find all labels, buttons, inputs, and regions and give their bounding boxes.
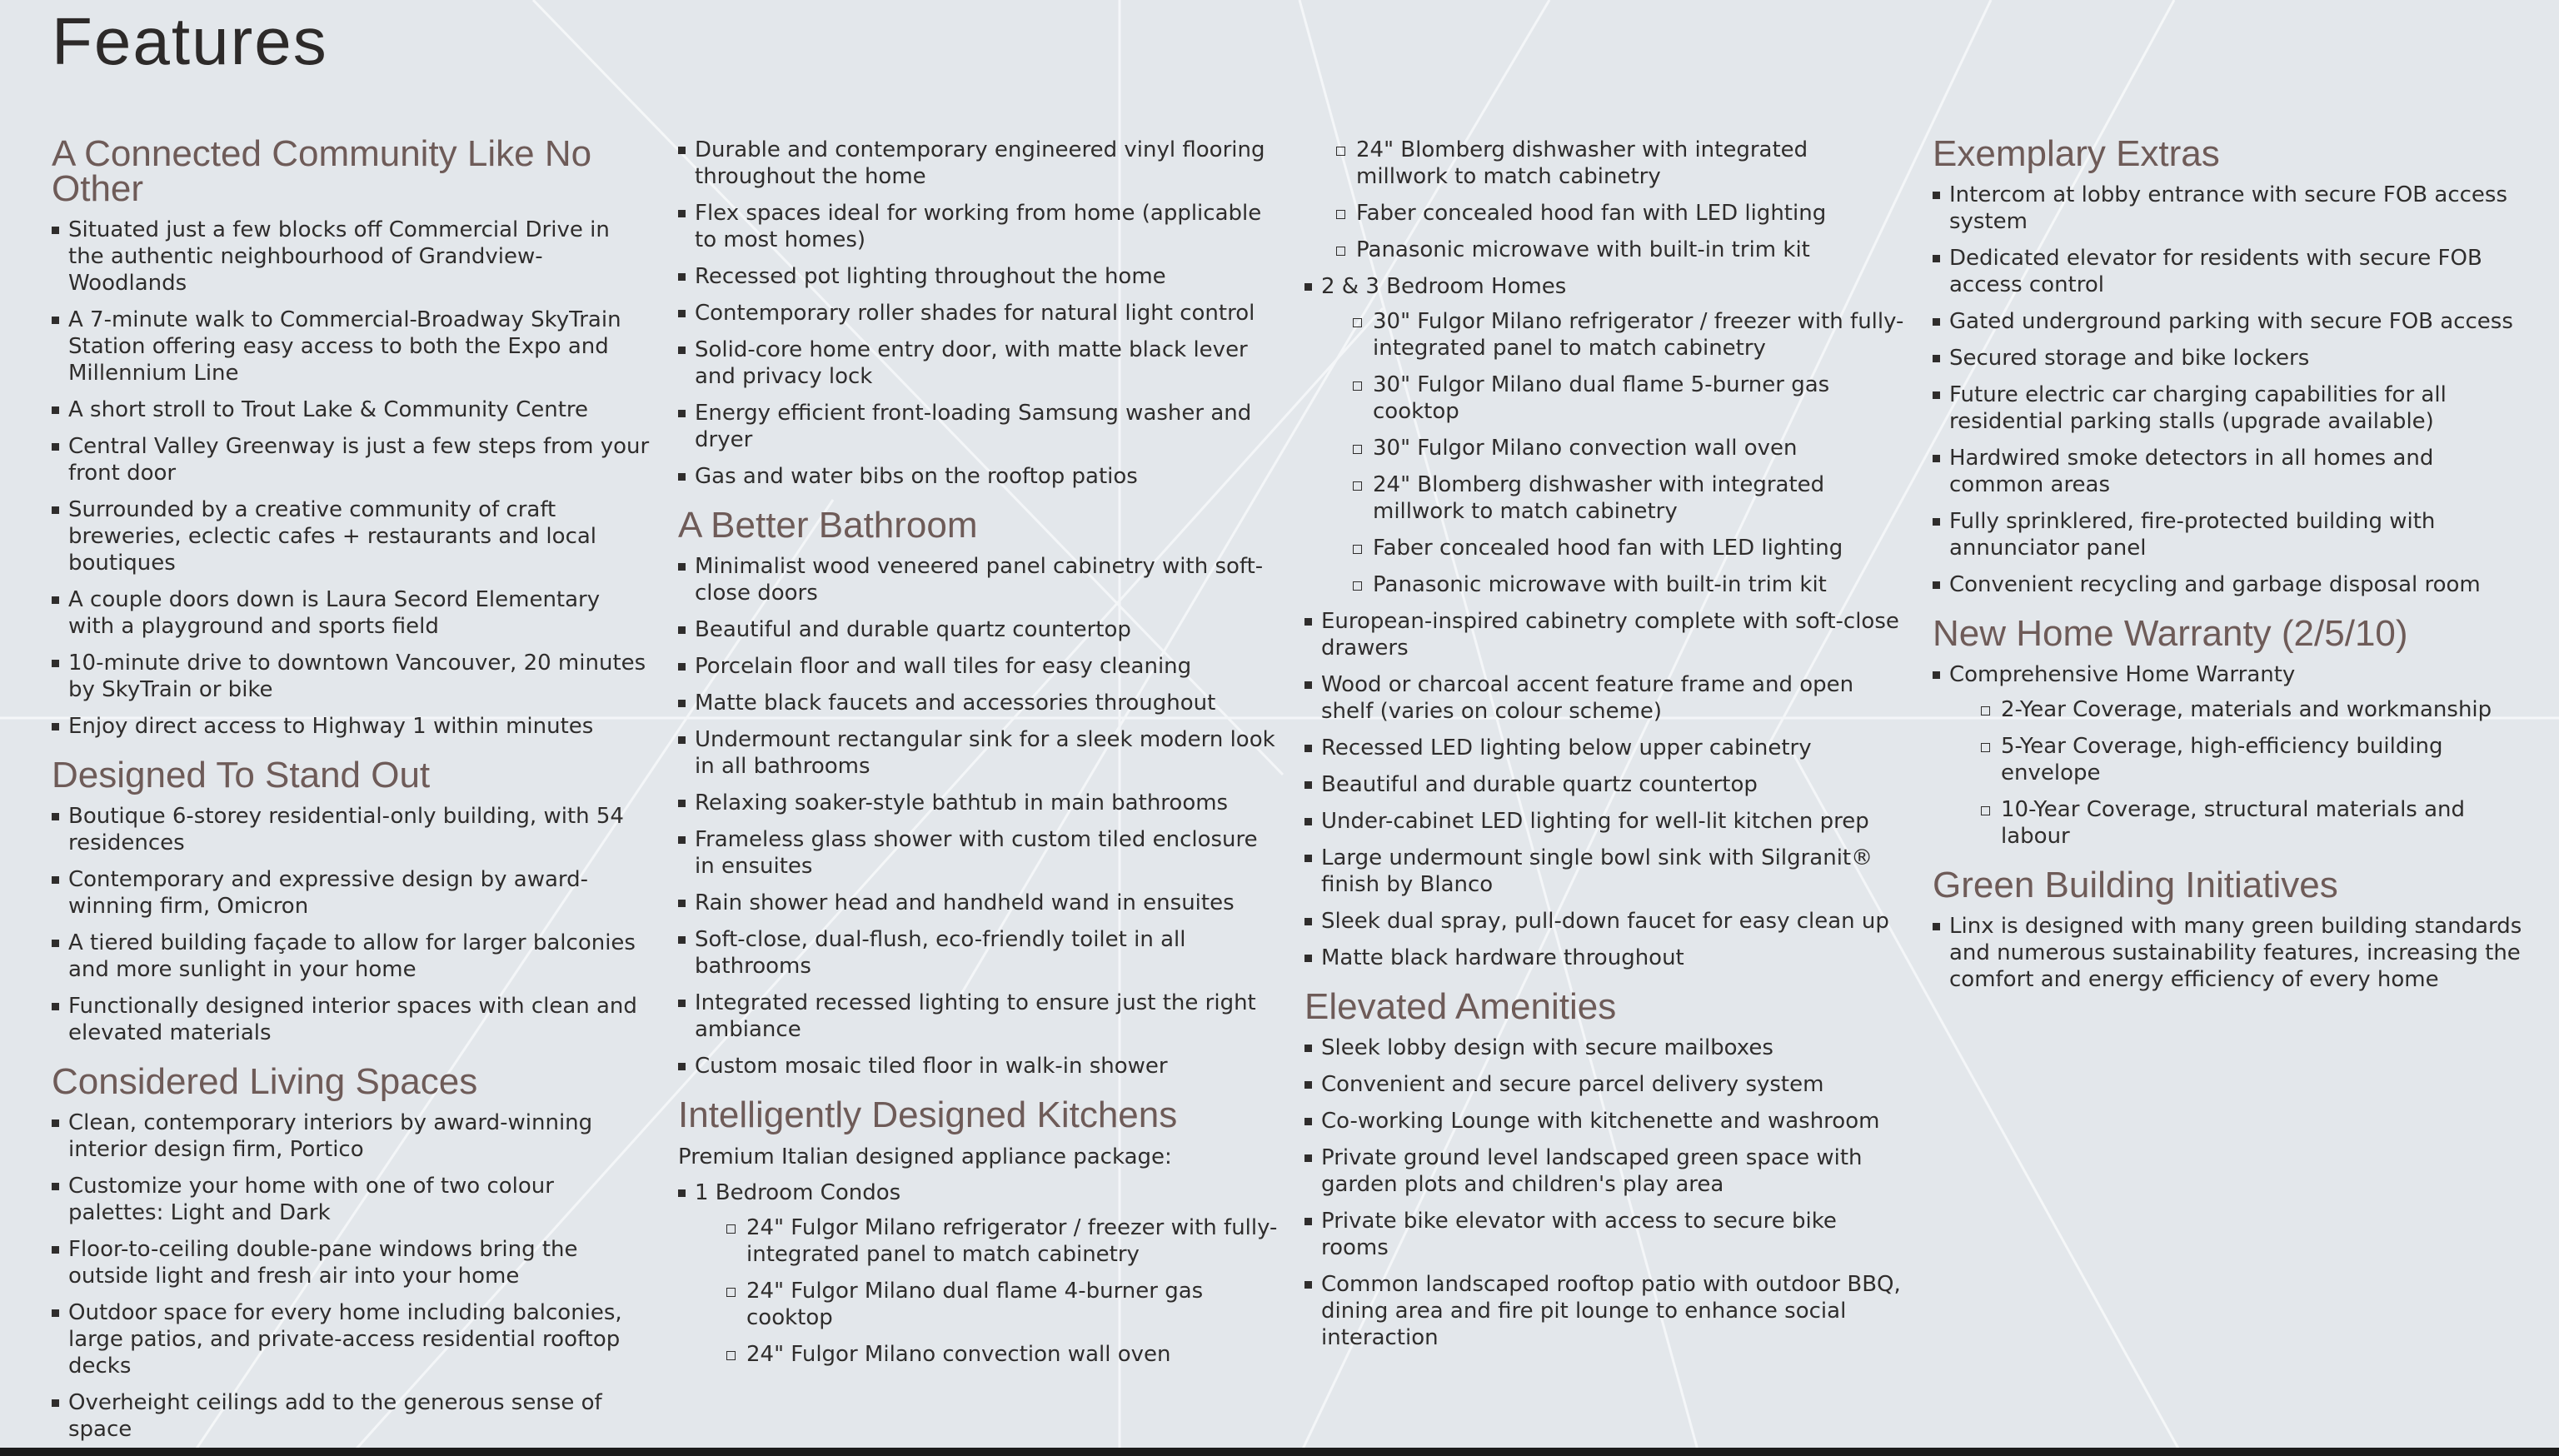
list-item (52, 866, 651, 920)
sub-item: Faber concealed hood fan with LED lighting (1353, 535, 1904, 561)
feature-list (52, 1109, 651, 1443)
feature-list (1304, 1035, 1904, 1351)
column-2 (678, 137, 1278, 1386)
sub-item: 24" Fulgor Milano dual flame 4-burner gas cooktop (726, 1278, 1278, 1331)
considered-living-spaces-section (52, 1061, 651, 1443)
list-item-text: A couple doors down is Laura Secord Elementary with a playground and sports field (68, 587, 601, 639)
column-3 (1304, 137, 1904, 1369)
sublist (1981, 696, 2532, 850)
list-item-text: Gas and water bibs on the rooftop patios (695, 464, 1138, 489)
list-item (52, 1109, 651, 1163)
list-item (52, 307, 651, 386)
column-1 (52, 133, 651, 1456)
list-item-text: Porcelain floor and wall tiles for easy cleaning (695, 654, 1192, 679)
list-item-text: Private bike elevator with access to secure bike rooms (1321, 1209, 1837, 1260)
list-item (1304, 1144, 1904, 1198)
section-heading: New Home Warranty (2/5/10) (1933, 613, 2408, 654)
list-item (52, 433, 651, 486)
sub-item: Panasonic microwave with built-in trim kit (1336, 237, 1904, 263)
list-item (1933, 245, 2532, 298)
continued-section (1304, 137, 1904, 971)
section-heading: Green Building Initiatives (1933, 865, 2338, 905)
list-item-text: Intercom at lobby entrance with secure FOB access system (1949, 182, 2508, 234)
a-better-bathroom-section (678, 505, 1278, 1080)
list-item-text: Custom mosaic tiled floor in walk-in shower (695, 1054, 1168, 1079)
sub-item: 30" Fulgor Milano convection wall oven (1353, 435, 1904, 461)
feature-list (1933, 913, 2532, 993)
list-item (1933, 381, 2532, 435)
list-item (1304, 1035, 1904, 1061)
list-item (678, 790, 1278, 816)
list-item-text: A 7-minute walk to Commercial-Broadway SkyTrain Station offering easy access to both the Expo and Millennium Line (68, 307, 621, 386)
list-item-text: Convenient recycling and garbage disposal room (1949, 572, 2481, 597)
list-item-text: Large undermount single bowl sink with Silgranit® finish by Blanco (1321, 845, 1873, 897)
list-item (1304, 1108, 1904, 1134)
list-item (52, 993, 651, 1046)
list-item-text: Wood or charcoal accent feature frame and open shelf (varies on colour scheme) (1321, 672, 1854, 724)
list-item-text: Private ground level landscaped green space with garden plots and children's play area (1321, 1145, 1863, 1197)
section-intro: Premium Italian designed appliance package: (678, 1144, 1172, 1169)
list-item-text: Integrated recessed lighting to ensure just the right ambiance (695, 990, 1256, 1042)
list-item-text: Sleek dual spray, pull-down faucet for easy clean up (1321, 909, 1889, 934)
list-item-text: 10-minute drive to downtown Vancouver, 20 minutes by SkyTrain or bike (68, 651, 646, 702)
list-item (1933, 571, 2532, 598)
sub-item: 24" Blomberg dishwasher with integrated millwork to match cabinetry (1353, 471, 1904, 525)
list-item-text: Customize your home with one of two colour palettes: Light and Dark (68, 1174, 554, 1225)
feature-list (1304, 273, 1904, 971)
list-item (678, 826, 1278, 880)
list-item-text: Linx is designed with many green building standards and numerous sustainability features, increasing the comfort and energy efficiency of every home (1949, 914, 2522, 992)
list-item-text: Energy efficient front-loading Samsung washer and dryer (695, 401, 1252, 452)
designed-to-stand-out-section (52, 755, 651, 1046)
sub-item: 24" Blomberg dishwasher with integrated millwork to match cabinetry (1336, 137, 1904, 190)
section-heading: Designed To Stand Out (52, 755, 431, 795)
list-item-text: Floor-to-ceiling double-pane windows bring the outside light and fresh air into your home (68, 1237, 578, 1289)
list-item-text: 2 & 3 Bedroom Homes (1321, 274, 1567, 299)
sublist (1353, 308, 1904, 598)
continued-section (678, 137, 1278, 490)
list-item (1304, 1071, 1904, 1098)
a-connected-community-like-no-other-section (52, 133, 651, 740)
list-item-text: Gated underground parking with secure FOB access (1949, 309, 2513, 334)
list-item (678, 616, 1278, 643)
list-item (1304, 1271, 1904, 1351)
list-item (1304, 808, 1904, 835)
section-heading: Exemplary Extras (1933, 133, 2220, 174)
list-item (1304, 908, 1904, 935)
exemplary-extras-section (1933, 133, 2532, 598)
list-item (1933, 913, 2532, 993)
sub-item: Faber concealed hood fan with LED lighting (1336, 200, 1904, 227)
list-item (678, 926, 1278, 980)
column-4 (1933, 133, 2532, 1011)
feature-list (678, 137, 1278, 490)
list-item (52, 1236, 651, 1289)
list-item-text: A short stroll to Trout Lake & Community Centre (68, 397, 589, 422)
bottom-bar (0, 1448, 2559, 1456)
section-heading: A Better Bathroom (678, 505, 978, 546)
list-item-text: Convenient and secure parcel delivery system (1321, 1072, 1824, 1097)
list-item (52, 650, 651, 703)
list-item-text: Surrounded by a creative community of craft breweries, eclectic cafes + restaurants and local boutiques (68, 497, 597, 576)
list-item (52, 930, 651, 983)
feature-list (1933, 182, 2532, 598)
sub-item: 30" Fulgor Milano dual flame 5-burner gas cooktop (1353, 371, 1904, 425)
list-item (1933, 445, 2532, 498)
list-item-text: Comprehensive Home Warranty (1949, 662, 2296, 687)
list-item-text: Matte black hardware throughout (1321, 945, 1684, 970)
list-item (1933, 308, 2532, 335)
sublist (726, 1214, 1278, 1368)
sub-item: 2-Year Coverage, materials and workmanship (1981, 696, 2532, 723)
list-item (678, 137, 1278, 190)
list-item (52, 586, 651, 640)
green-building-initiatives-section (1933, 865, 2532, 993)
list-item-text: Rain shower head and handheld wand in ensuites (695, 890, 1235, 915)
list-item (52, 1299, 651, 1379)
list-item (678, 726, 1278, 780)
sub-item: 10-Year Coverage, structural materials and labour (1981, 796, 2532, 850)
list-item-text: Recessed pot lighting throughout the home (695, 264, 1166, 289)
section-heading: Intelligently Designed Kitchens (678, 1094, 1178, 1135)
list-item-text: Sleek lobby design with secure mailboxes (1321, 1035, 1773, 1060)
section-heading: Considered Living Spaces (52, 1061, 478, 1102)
list-item-text: Durable and contemporary engineered vinyl flooring throughout the home (695, 137, 1265, 189)
list-item-text: Contemporary and expressive design by award-winning firm, Omicron (68, 867, 589, 919)
list-item (52, 1173, 651, 1226)
list-item-text: Relaxing soaker-style bathtub in main bathrooms (695, 790, 1229, 815)
list-item-text: Under-cabinet LED lighting for well-lit kitchen prep (1321, 809, 1869, 834)
list-item-text: Co-working Lounge with kitchenette and washroom (1321, 1109, 1880, 1134)
list-item-text: Boutique 6-storey residential-only building, with 54 residences (68, 804, 624, 855)
feature-list (52, 217, 651, 740)
list-item-text: Common landscaped rooftop patio with outdoor BBQ, dining area and fire pit lounge to enhance social interaction (1321, 1272, 1901, 1350)
list-item (1304, 1208, 1904, 1261)
sub-item: 30" Fulgor Milano refrigerator / freezer with fully-integrated panel to match cabinetry (1353, 308, 1904, 362)
list-item-text: Soft-close, dual-flush, eco-friendly toilet in all bathrooms (695, 927, 1186, 979)
list-item (1304, 273, 1904, 598)
list-item-text: Secured storage and bike lockers (1949, 346, 2310, 371)
list-item-text: Outdoor space for every home including balconies, large patios, and private-access residential rooftop decks (68, 1300, 622, 1379)
list-item (1304, 845, 1904, 898)
list-item-text: Fully sprinklered, fire-protected building with annunciator panel (1949, 509, 2436, 561)
page-title: Features (52, 4, 328, 78)
list-item (52, 803, 651, 856)
list-item-text: Functionally designed interior spaces with clean and elevated materials (68, 994, 637, 1045)
list-item (678, 300, 1278, 327)
feature-list (678, 553, 1278, 1080)
list-item (678, 990, 1278, 1043)
list-item (52, 496, 651, 576)
list-item (1304, 671, 1904, 725)
list-item (678, 400, 1278, 453)
section-heading: A Connected Community Like No Other (52, 133, 592, 209)
list-item (52, 217, 651, 297)
continued-sublist (1336, 137, 1904, 263)
sub-item: Panasonic microwave with built-in trim kit (1353, 571, 1904, 598)
list-item-text: 1 Bedroom Condos (695, 1180, 901, 1205)
list-item (1933, 345, 2532, 371)
feature-list (52, 803, 651, 1046)
list-item (1304, 771, 1904, 798)
list-item-text: Clean, contemporary interiors by award-winning interior design firm, Portico (68, 1110, 593, 1162)
list-item-text: Flex spaces ideal for working from home (applicable to most homes) (695, 201, 1262, 252)
list-item-text: Future electric car charging capabilities for all residential parking stalls (upgrade available) (1949, 382, 2447, 434)
list-item (1933, 508, 2532, 561)
list-item (678, 1179, 1278, 1368)
section-heading: Elevated Amenities (1304, 986, 1617, 1027)
list-item-text: Frameless glass shower with custom tiled enclosure in ensuites (695, 827, 1258, 879)
list-item (52, 1389, 651, 1443)
list-item-text: Matte black faucets and accessories throughout (695, 691, 1216, 716)
list-item-text: Solid-core home entry door, with matte black lever and privacy lock (695, 337, 1248, 389)
list-item (1304, 735, 1904, 761)
list-item (678, 890, 1278, 916)
list-item (678, 690, 1278, 716)
sub-item: 5-Year Coverage, high-efficiency building envelope (1981, 733, 2532, 786)
list-item-text: European-inspired cabinetry complete with soft-close drawers (1321, 609, 1899, 661)
list-item (678, 200, 1278, 253)
list-item-text: Situated just a few blocks off Commercial Drive in the authentic neighbourhood of Grandview-Woodlands (68, 217, 610, 296)
new-home-warranty-2-5-10-section (1933, 613, 2532, 850)
list-item-text: Minimalist wood veneered panel cabinetry with soft-close doors (695, 554, 1264, 606)
feature-list (678, 1179, 1278, 1368)
list-item (678, 653, 1278, 680)
sub-item: 24" Fulgor Milano refrigerator / freezer with fully-integrated panel to match cabinetry (726, 1214, 1278, 1268)
elevated-amenities-section (1304, 986, 1904, 1351)
list-item-text: Overheight ceilings add to the generous sense of space (68, 1390, 602, 1442)
list-item-text: Hardwired smoke detectors in all homes and common areas (1949, 446, 2434, 497)
list-item-text: Dedicated elevator for residents with secure FOB access control (1949, 246, 2482, 297)
list-item (1304, 945, 1904, 971)
list-item-text: A tiered building façade to allow for larger balconies and more sunlight in your home (68, 930, 636, 982)
list-item (52, 396, 651, 423)
list-item-text: Central Valley Greenway is just a few steps from your front door (68, 434, 650, 486)
list-item (678, 337, 1278, 390)
list-item (1933, 182, 2532, 235)
list-item (678, 1053, 1278, 1080)
list-item-text: Recessed LED lighting below upper cabinetry (1321, 735, 1812, 760)
list-item-text: Enjoy direct access to Highway 1 within minutes (68, 714, 594, 739)
list-item (1933, 661, 2532, 850)
list-item-text: Contemporary roller shades for natural light control (695, 301, 1255, 326)
list-item-text: Undermount rectangular sink for a sleek modern look in all bathrooms (695, 727, 1275, 779)
intelligently-designed-kitchens-section (678, 1094, 1278, 1368)
list-item (52, 713, 651, 740)
list-item-text: Beautiful and durable quartz countertop (1321, 772, 1758, 797)
sub-item: 24" Fulgor Milano convection wall oven (726, 1341, 1278, 1368)
list-item (678, 263, 1278, 290)
list-item (678, 553, 1278, 606)
list-item-text: Beautiful and durable quartz countertop (695, 617, 1131, 642)
list-item (678, 463, 1278, 490)
feature-list (1933, 661, 2532, 850)
list-item (1304, 608, 1904, 661)
